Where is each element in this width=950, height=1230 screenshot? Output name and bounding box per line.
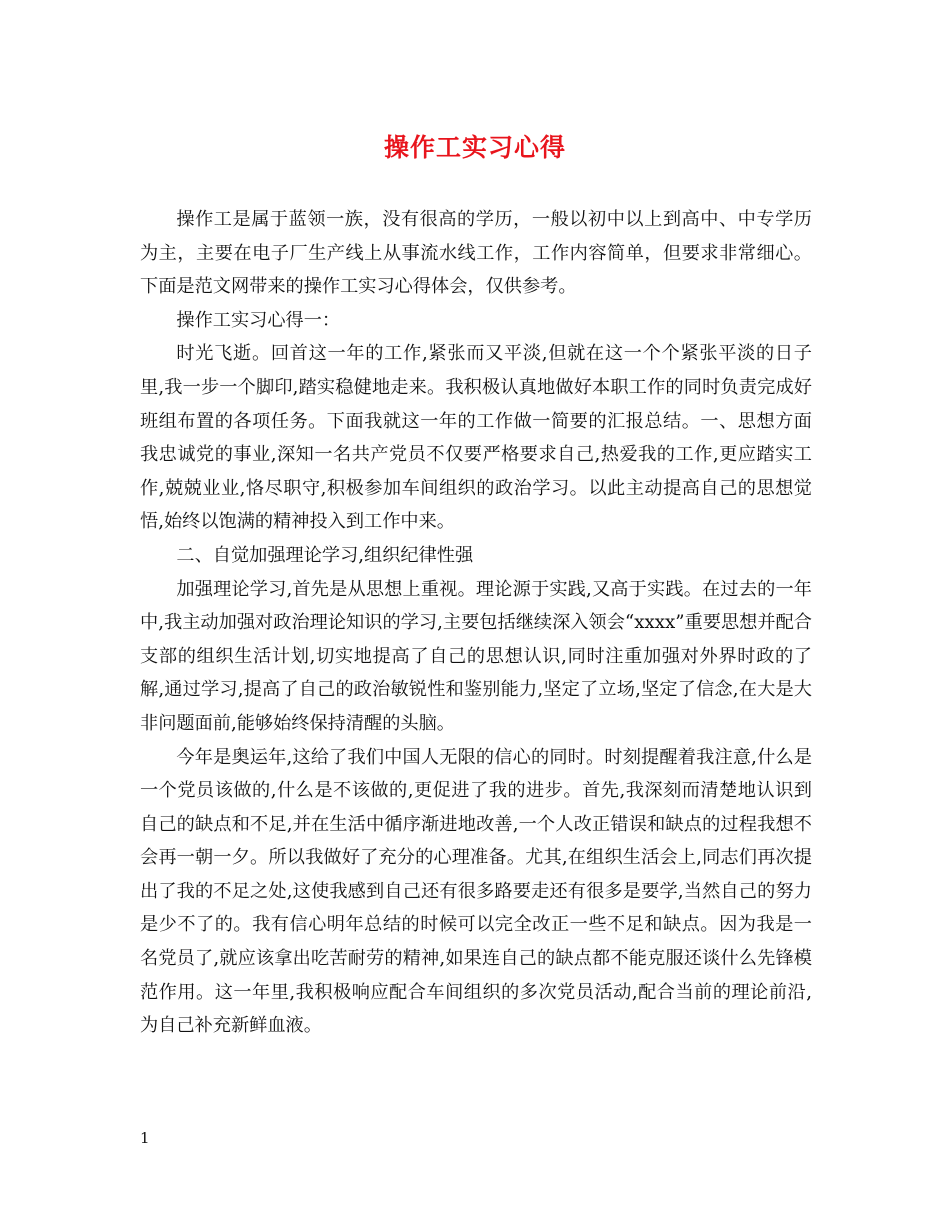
document-body	[140, 203, 812, 1043]
paragraph-intro: 操作工是属于蓝领一族，没有很高的学历，一般以初中以上到高中、中专学历为主，主要在电子厂生产线上从事流水线工作，工作内容简单，但要求非常细心。下面是范文网带来的操作工实习心得体会，仅供参考。	[140, 209, 812, 298]
document-title: 操作工实习心得	[383, 133, 566, 162]
paragraph: 今年是奥运年,这给了我们中国人无限的信心的同时。时刻提醒着我注意,什么是一个党员该做的,什么是不该做的,更促进了我的进步。首先,我深刻而清楚地认识到自己的缺点和不足,并在生活中循序渐进地改善,一个人改正错误和缺点的过程我想不会再一朝一夕。所以我做好了充分的心理准备。尤其,在组织生活会上,同志们再次提出了我的不足之处,这使我感到自己还有很多路要走还有很多是要学,当然自己的努力是少不了的。我有信心明年总结的时候可以完全改正一些不足和缺点。因为我是一名党员了,就应该拿出吃苦耐劳的精神,如果连自己的缺点都不能克服还谈什么先锋模范作用。这一年里,我积极响应配合车间组织的多次党员活动,配合当前的理论前沿,为自己补充新鲜血液。	[140, 746, 812, 1037]
paragraph-heading-two: 二、自觉加强理论学习,组织纪律性强	[176, 544, 474, 566]
paragraph: 加强理论学习,首先是从思想上重视。理论源于实践,又高于实践。在过去的一年中,我主动加强对政治理论知识的学习,主要包括继续深入领会“xxxx”重要思想并配合支部的组织生活计划,切实地提高了自己的思想认识,同时注重加强对外界时政的了解,通过学习,提高了自己的政治敏锐性和鉴别能力,坚定了立场,坚定了信念,在大是大非问题面前,能够始终保持清醒的头脑。	[140, 578, 812, 734]
paragraph: 时光飞逝。回首这一年的工作,紧张而又平淡,但就在这一个个紧张平淡的日子里,我一步一个脚印,踏实稳健地走来。我积极认真地做好本职工作的同时负责完成好班组布置的各项任务。下面我就这一年的工作做一简要的汇报总结。一、思想方面我忠诚党的事业,深知一名共产党员不仅要严格要求自己,热爱我的工作,更应踏实工作,兢兢业业,恪尽职守,积极参加车间组织的政治学习。以此主动提高自己的思想觉悟,始终以饱满的精神投入到工作中来。	[140, 343, 812, 533]
paragraph-heading-one: 操作工实习心得一：	[176, 309, 341, 331]
page-number: 1	[140, 1129, 150, 1147]
